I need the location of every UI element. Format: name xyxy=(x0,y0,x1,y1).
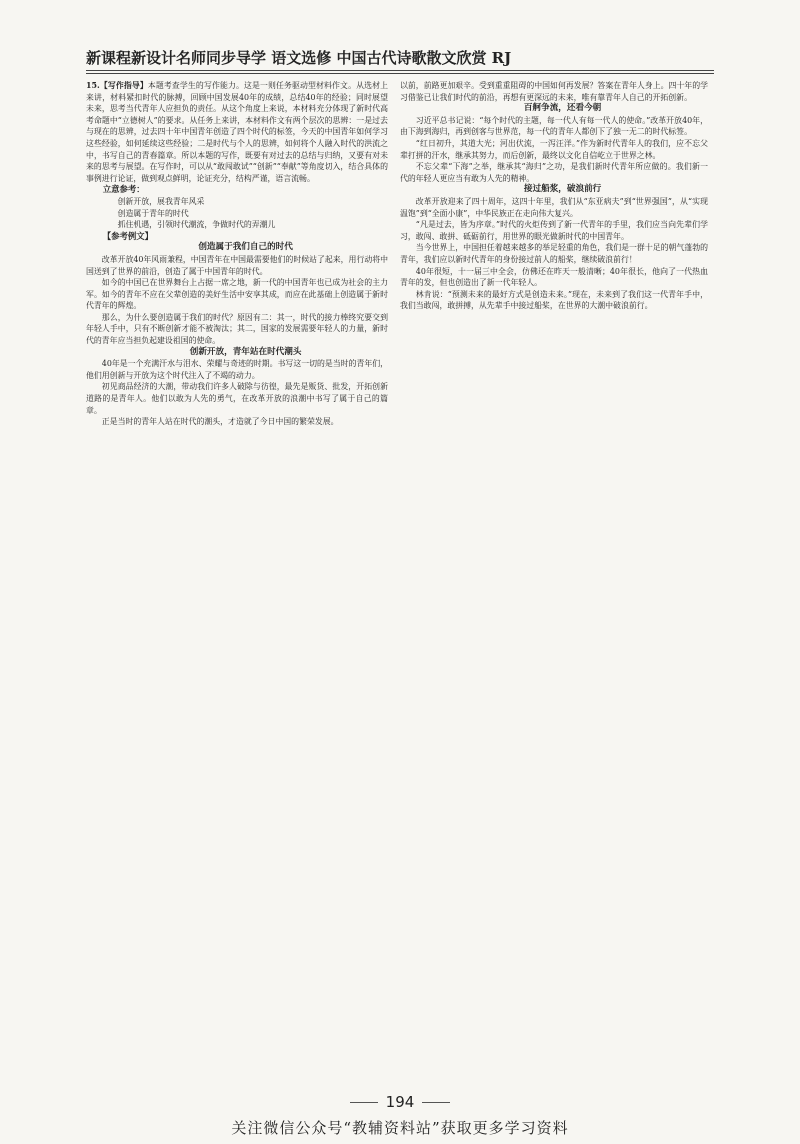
page-number-dash-left xyxy=(350,1102,378,1103)
header-rule xyxy=(86,70,714,71)
sample-point: 创造属于青年的时代 xyxy=(117,208,189,218)
essay-paragraph: 林肯说：“预测未来的最好方式是创造未来。”现在，未来到了我们这一代青年手中，我们当敢闯，敢拼搏，从先辈手中接过船桨，在世界的大潮中破浪前行。 xyxy=(400,289,708,311)
essay-paragraph: 40年很短，十一届三中全会，仿佛还在昨天一般清晰；40年很长，他向了一代热血青年的发，但也创造出了新一代年轻人。 xyxy=(400,266,708,288)
essay-paragraph: 正是当时的青年人站在时代的潮头，才造就了今日中国的繁荣发展。 xyxy=(101,417,339,427)
essay-paragraph: “凡是过去，皆为序章。”时代的火炬传到了新一代青年的手里，我们应当向先辈们学习，敢闯、敢拼、砥砺前行，用世界的眼光做新时代的中国青年。 xyxy=(400,220,708,241)
footer-note: 关注微信公众号“教辅资料站”获取更多学习资料 xyxy=(231,1119,569,1137)
essay-title: 创造属于我们自己的时代 xyxy=(198,242,293,253)
sample-label: 立意参考： xyxy=(102,184,145,195)
sample-point: 创新开放，展我青年风采 xyxy=(117,196,205,206)
header-rule-thin xyxy=(86,73,714,74)
page-number-text: 194 xyxy=(385,1093,415,1111)
writing-guide xyxy=(86,80,388,184)
essay-paragraph: 40年是一个充满汗水与泪水、荣耀与奇迹的时期。书写这一切的是当时的青年们，他们用创新与开放为这个时代注入了不竭的动力。 xyxy=(86,359,388,380)
essay-section-heading: 接过船浆，破浪前行 xyxy=(523,184,602,195)
essay-paragraph: “红日初升，其道大光；河出伏流，一泻汪洋。”作为新时代青年人的我们，应不忘父辈打拼的汗水，继承其努力，而后创新，最终以文化自信屹立于世界之林。 xyxy=(400,138,708,160)
essay-paragraph: 改革开放40年风雨兼程，中国青年在中国最需要他们的时候站了起来，用行动将中国送到了世界的前沿，创造了属于中国青年的时代。 xyxy=(86,254,388,276)
essay-section-heading: 百舸争流，还看今朝 xyxy=(523,103,602,114)
essay-paragraph: 那么，为什么要创造属于我们的时代？原因有二：其一，时代的接力棒终究要交到年轻人手中，只有不断创新才能不被淘汰；其二，国家的发展需要年轻人的力量，新时代的青年应当担负起建设祖国的使命。 xyxy=(86,312,388,346)
page-number-dash-right xyxy=(422,1102,450,1103)
essay-paragraph: 以前，前路更加艰辛。受到重重阻碍的中国如何再发展？答案在青年人身上。四十年的学习借鉴已让我们时代的前沿，再想有更深远的未来，唯有靠青年人自己的开拓创新。 xyxy=(400,81,708,102)
essay-paragraph: 如今的中国已在世界舞台上占据一席之地，新一代的中国青年也已成为社会的主力军。如今的青年不应在父辈创造的美好生活中安享其成，而应在此基础上创造属于新时代青年的辉煌。 xyxy=(86,278,388,311)
essay-tag: 【参考例文】 xyxy=(102,230,154,241)
left-column xyxy=(86,80,388,1100)
essay-section-heading: 创新开放，青年站在时代潮头 xyxy=(189,346,302,357)
essay-paragraph: 当今世界上，中国担任着越来越多的举足轻重的角色，我们是一群十足的朝气蓬勃的青年，我们应以新时代青年的身份接过前人的船桨，继续破浪前行！ xyxy=(400,243,708,264)
right-column xyxy=(400,80,708,1100)
page-header: 新课程新设计名师同步导学 语文选修 中国古代诗歌散文欣赏 RJ xyxy=(86,49,512,67)
essay-paragraph: 初见商品经济的大潮，带动我们许多人破除与彷徨，最先是贩货、批发，开拓创新道路的是青年人。他们以敢为人先的勇气，在改革开放的浪潮中书写了属于自己的篇章。 xyxy=(86,382,388,415)
essay-paragraph: 改革开放迎来了四十周年，这四十年里，我们从“东亚病夫”到“世界强国”，从“实现温饱”到“全面小康”，中华民族正在走向伟大复兴。 xyxy=(400,196,708,218)
essay-paragraph: 习近平总书记说：“每个时代的主题，每一代人有每一代人的使命。”改革开放40年，由下海到海归，再到创客与世界范，每一代的青年人都创下了独一无二的时代标签。 xyxy=(400,115,708,137)
writing-guide-tag: 15.【写作指导】 xyxy=(86,81,148,90)
essay-paragraph: 不忘父辈“下海”之举，继承其“海归”之功，是我们新时代青年所应做的。我们新一代的年轻人更应当有敢为人先的精神。 xyxy=(400,162,708,183)
sample-point: 抓住机遇，引领时代潮流，争做时代的弄潮儿 xyxy=(117,220,276,230)
writing-guide-text: 本题考查学生的写作能力。这是一则任务驱动型材料作文。从选材上来讲，材料紧扣时代的脉搏，回顾中国发展40年的成绩，总结40年的经验；同时展望未来，思考当代青年人应担负的责任。从这个角度上来说，本材料充分体现了新时代高考命题中“立德树人”的要求。从任务上来讲，本材料作文有两个层次的思辨：一是过去与现在的思辨，过去四十年中国青年创造了四个时代的标签，今天的中国青年如何学习这些经验，如何延续这些经验；二是时代与个人的思辨，如何将个人融入时代的洪流之中，书写自己的青春篇章。所以本题的写作，既要有对过去的总结与归纳，又要有对未来的思考与展望。在写作时，可以从“敢闯敢试”“创新”“奉献”等角度切入，结合具体的事例进行论证，做到观点鲜明，论证充分，结构严谨，语言流畅。 xyxy=(86,81,388,183)
page-number xyxy=(0,1093,800,1111)
